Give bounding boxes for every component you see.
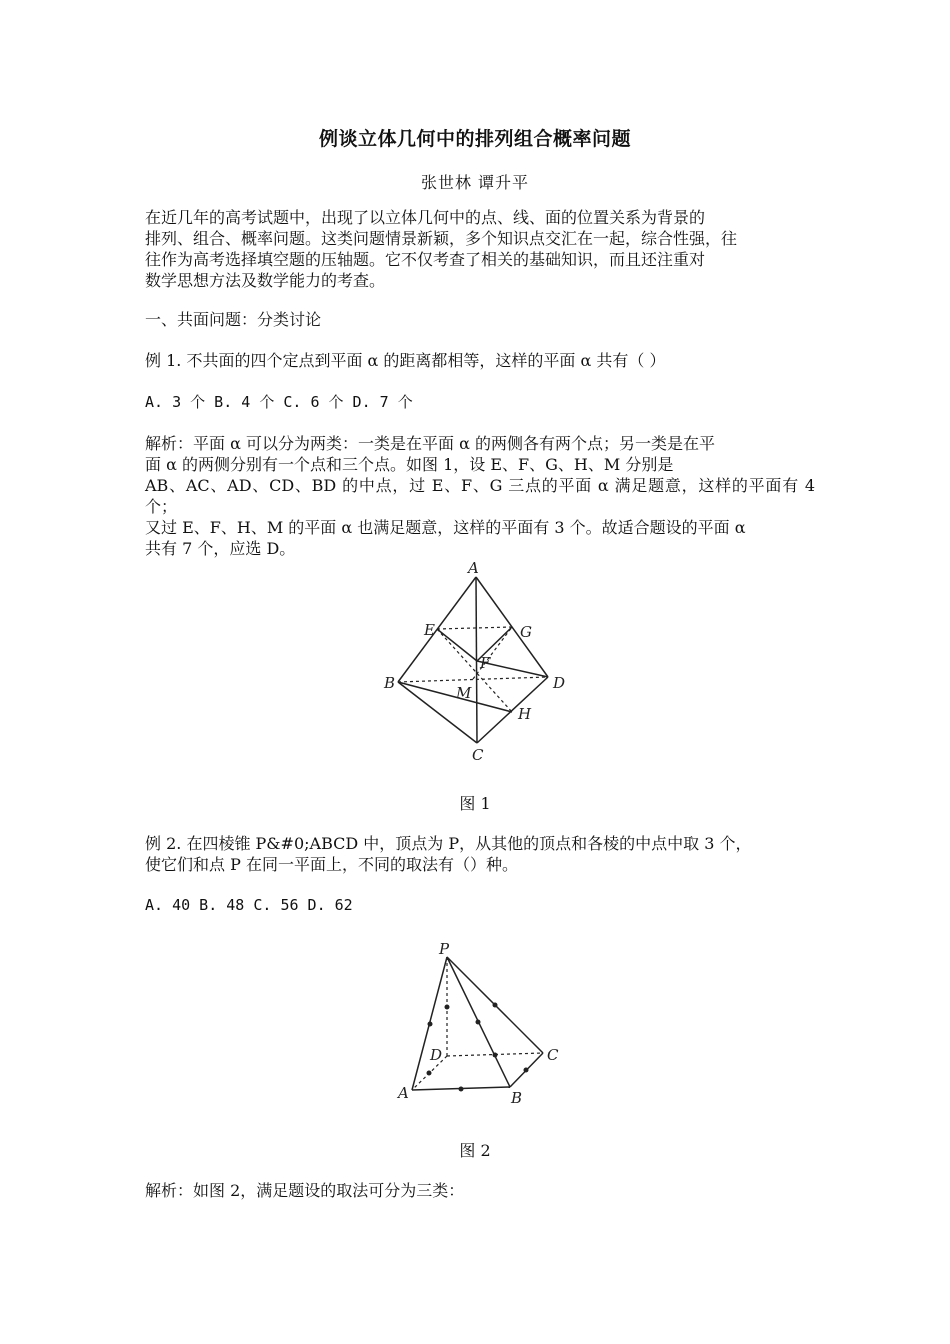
segment-BH — [398, 682, 512, 712]
edge-DC — [477, 677, 548, 743]
label-E: E — [424, 621, 435, 639]
example2-solution: 解析：如图 2，满足题设的取法可分为三类： — [145, 1181, 465, 1200]
midpoint-DC — [493, 1053, 498, 1058]
label-A: A — [468, 559, 479, 577]
solution-line: 解析：平面 α 可以分为两类：一类是在平面 α 的两侧各有两个点；另一类是在平 — [145, 434, 715, 453]
solution-line: AB、AC、AD、CD、BD 的中点，过 E、F、G 三点的平面 α 满足题意，这样的平面有 4 个； — [145, 476, 815, 516]
label-A: A — [398, 1084, 409, 1102]
solution-line: 共有 7 个，应选 D。 — [145, 539, 296, 558]
question-line: 使它们和点 P 在同一平面上，不同的取法有（）种。 — [145, 855, 518, 874]
midpoint-AB — [459, 1087, 464, 1092]
segment-EG-hidden — [437, 627, 512, 629]
midpoint-PC — [493, 1003, 498, 1008]
solution-line: 又过 E、F、H、M 的平面 α 也满足题意，这样的平面有 3 个。故适合题设的平面 α — [145, 518, 746, 537]
label-M: M — [456, 684, 472, 702]
edge-BD-hidden — [398, 677, 548, 682]
label-C: C — [472, 746, 484, 764]
label-C: C — [547, 1046, 559, 1064]
example1-question: 例 1. 不共面的四个定点到平面 α 的距离都相等，这样的平面 α 共有（ ） — [145, 351, 666, 370]
intro-paragraph — [145, 207, 815, 291]
label-G: G — [520, 623, 532, 641]
midpoint-BC — [524, 1068, 529, 1073]
label-D: D — [553, 674, 566, 692]
section-heading: 一、共面问题：分类讨论 — [145, 310, 322, 329]
example1-solution — [145, 433, 815, 559]
label-B: B — [384, 674, 396, 692]
figure-2-caption: 图 2 — [459, 1141, 491, 1160]
segment-EH-hidden — [437, 629, 512, 712]
label-B: B — [511, 1089, 523, 1107]
authors-line: 张世林 谭升平 — [420, 173, 530, 192]
figure-2-pyramid — [385, 940, 575, 1110]
label-F: F — [480, 654, 491, 672]
intro-line: 排列、组合、概率问题。这类问题情景新颖，多个知识点交汇在一起，综合性强，往 — [145, 229, 738, 248]
intro-line: 数学思想方法及数学能力的考查。 — [145, 271, 386, 290]
midpoint-PA — [428, 1022, 433, 1027]
question-line: 例 2. 在四棱锥 P&#0;ABCD 中，顶点为 P，从其他的顶点和各棱的中点中取 3 个， — [145, 834, 752, 853]
midpoint-DA — [427, 1071, 432, 1076]
solution-line: 面 α 的两侧分别有一个点和三个点。如图 1，设 E、F、G、H、M 分别是 — [145, 455, 674, 474]
example1-options: A. 3 个 B. 4 个 C. 6 个 D. 7 个 — [145, 393, 413, 411]
page-title: 例谈立体几何中的排列组合概率问题 — [318, 128, 631, 150]
segment-EF — [437, 629, 477, 661]
midpoint-PD — [445, 1005, 450, 1010]
figure-1-tetrahedron — [380, 555, 580, 765]
segment-MG-hidden — [473, 627, 512, 679]
label-D: D — [430, 1046, 443, 1064]
intro-line: 往作为高考选择填空题的压轴题。它不仅考查了相关的基础知识，而且还注重对 — [145, 250, 706, 269]
midpoint-PB — [476, 1020, 481, 1025]
label-H: H — [518, 705, 532, 723]
example2-options: A. 40 B. 48 C. 56 D. 62 — [145, 896, 353, 914]
example2-question — [145, 833, 815, 875]
figure-1-caption: 图 1 — [459, 794, 491, 813]
intro-line: 在近几年的高考试题中，出现了以立体几何中的点、线、面的位置关系为背景的 — [145, 208, 706, 227]
label-P: P — [439, 940, 450, 958]
